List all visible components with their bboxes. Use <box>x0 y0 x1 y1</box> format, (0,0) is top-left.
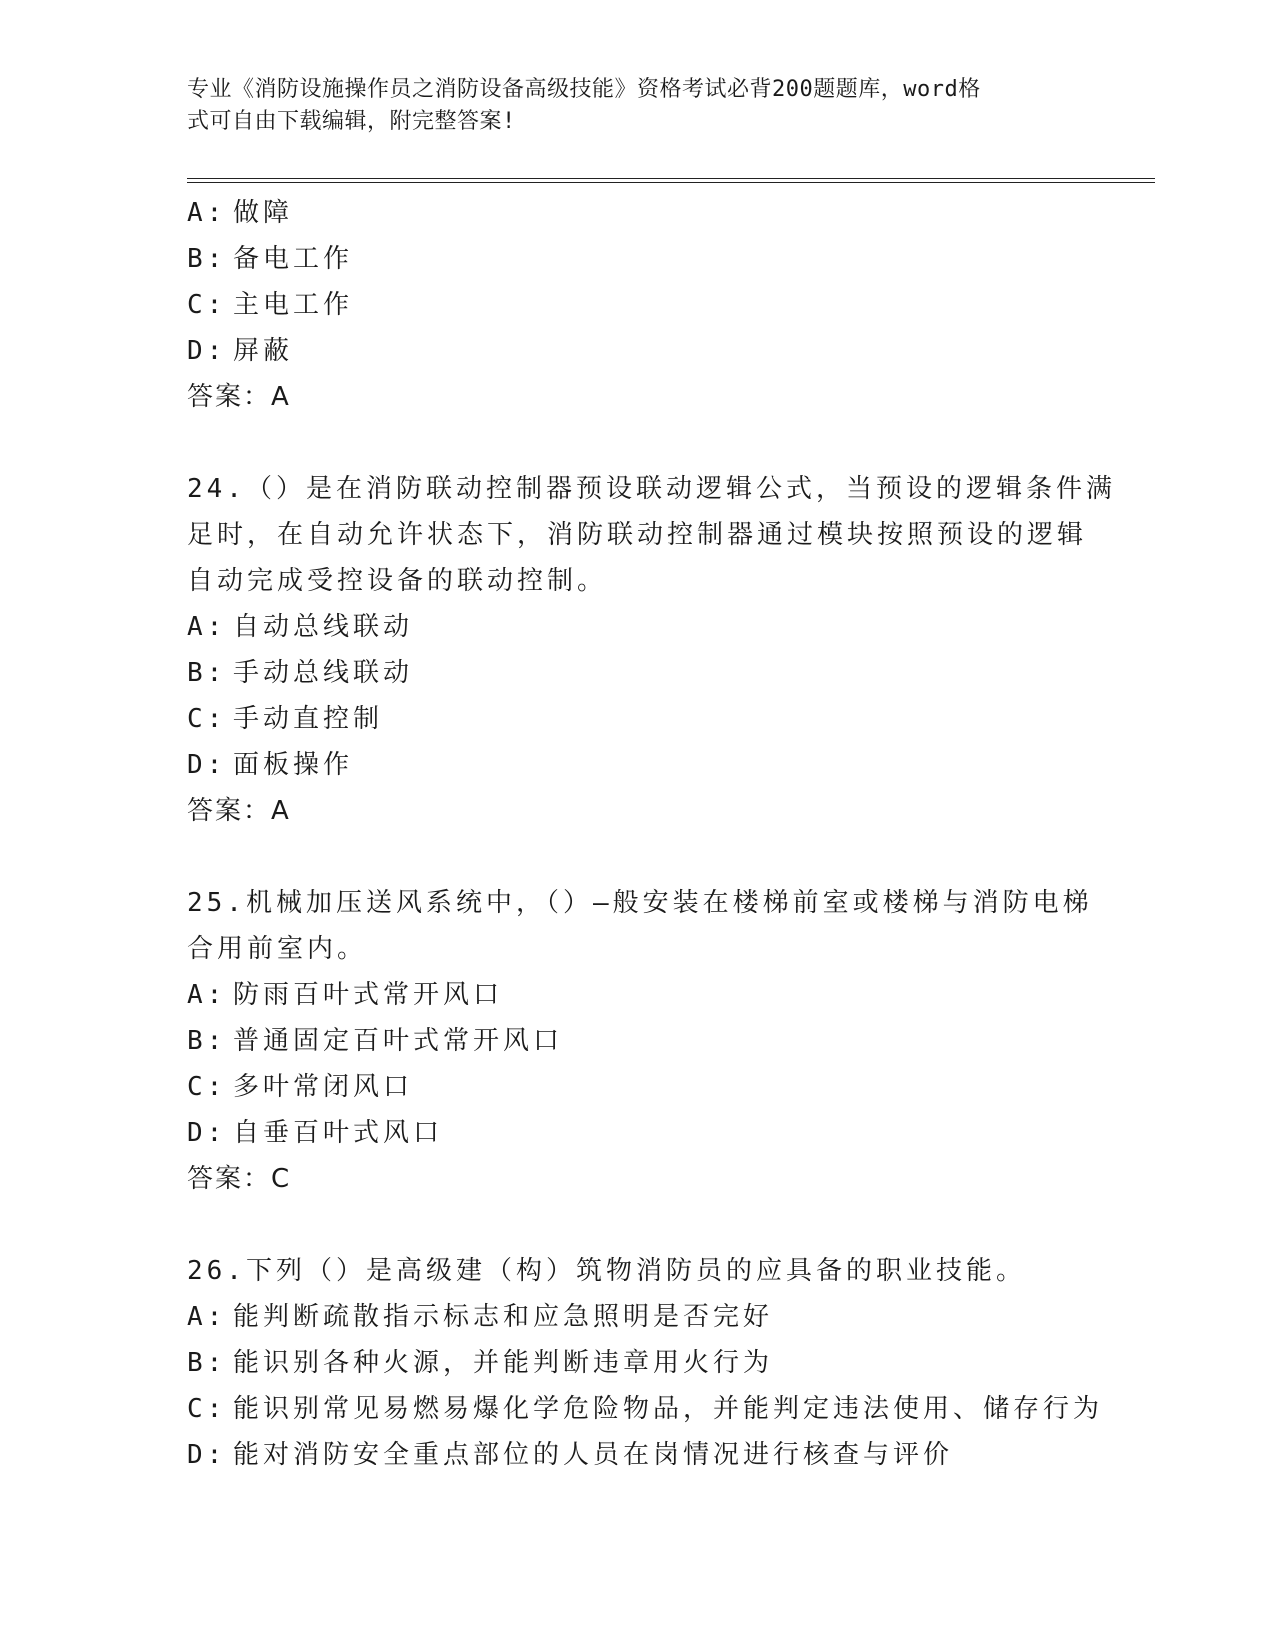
question-text-line: 合用前室内。 <box>187 934 368 964</box>
option-a: A: 做障 <box>187 198 294 228</box>
header-divider-top <box>187 178 1155 179</box>
header-line-2: 式可自由下载编辑，附完整答案! <box>187 109 516 134</box>
question-text-line: 足时，在自动允许状态下，消防联动控制器通过模块按照预设的逻辑 <box>187 520 1088 550</box>
option-a: A: 能判断疏散指示标志和应急照明是否完好 <box>187 1302 774 1332</box>
header-line-1: 专业《消防设施操作员之消防设备高级技能》资格考试必背200题题库，word格 <box>187 77 981 102</box>
option-c: C: 能识别常见易燃易爆化学危险物品，并能判定违法使用、储存行为 <box>187 1394 1104 1424</box>
option-b: B: 普通固定百叶式常开风口 <box>187 1026 564 1056</box>
answer: 答案：A <box>187 796 291 826</box>
question-text-line: 26.下列（）是高级建（构）筑物消防员的应具备的职业技能。 <box>187 1256 1026 1286</box>
header-divider-bottom <box>187 182 1155 183</box>
spacer <box>187 834 1087 880</box>
document-header <box>187 74 1067 138</box>
option-a: A: 自动总线联动 <box>187 612 414 642</box>
question-24 <box>187 466 1116 834</box>
option-c: C: 手动直控制 <box>187 704 384 734</box>
option-b: B: 能识别各种火源，并能判断违章用火行为 <box>187 1348 774 1378</box>
answer: 答案：A <box>187 382 291 412</box>
question-text-line: 25.机械加压送风系统中，（）—般安装在楼梯前室或楼梯与消防电梯 <box>187 888 1093 918</box>
option-d: D: 面板操作 <box>187 750 354 780</box>
question-text-line: 自动完成受控设备的联动控制。 <box>187 566 608 596</box>
spacer <box>187 420 1087 466</box>
option-d: D: 自垂百叶式风口 <box>187 1118 444 1148</box>
question-23-tail <box>187 190 1087 420</box>
question-25 <box>187 880 1093 1202</box>
option-c: C: 多叶常闭风口 <box>187 1072 414 1102</box>
option-c: C: 主电工作 <box>187 290 354 320</box>
option-a: A: 防雨百叶式常开风口 <box>187 980 504 1010</box>
option-d: D: 能对消防安全重点部位的人员在岗情况进行核查与评价 <box>187 1440 954 1470</box>
option-b: B: 备电工作 <box>187 244 354 274</box>
option-b: B: 手动总线联动 <box>187 658 414 688</box>
spacer <box>187 1202 1087 1248</box>
question-content <box>187 190 1116 1478</box>
answer: 答案：C <box>187 1164 292 1194</box>
option-d: D: 屏蔽 <box>187 336 294 366</box>
question-text-line: 24.（）是在消防联动控制器预设联动逻辑公式，当预设的逻辑条件满 <box>187 474 1116 504</box>
question-26 <box>187 1248 1104 1478</box>
